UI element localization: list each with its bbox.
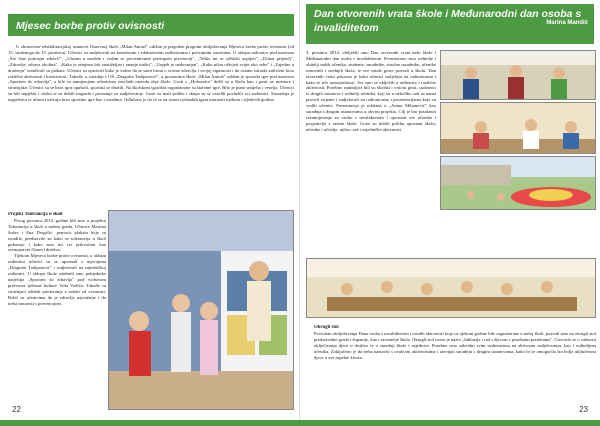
right-page-intro-text: 3. prosinca 2014. obilježili smo Dan otvorenih vrata naše škole i Međunarodni dan osoba s invaliditetom. Prvenstveno smo roditelje i obitelji naših učenika, studente, suradnike, stručne suradnike, učenike osnovnih i srednjih škola, te sve ostale goste pozvali u školu. Dan otvorenih vrata pokazao je kako učenici sudjeluju na radionicama i kako se uče samostalnosti. Svi smo se uključili u radionice i različite aktivnosti. Posebno zanimljivi bili su školski i vrtićni gosti, sudionici iz drugih ustanova i roditelji učenika, koji su u nekoliko sati sa nama proveli vrijeme i sudjelovali na radionicama i prezentacijama koje su vodili učenici. Prezentacija je održana u „Antun Mihanović" kao suradnja s drugim ustanovama u okviru projekta. Cilj je bio potaknuti razumijevanje za osobe s invaliditetom i upoznati sve učenike i posjetitelje s radom škole. Gosti su dobili priliku upoznati školu, učenike i učitelje, njihov rad i zajedničke aktivnosti. [306, 50, 436, 132]
left-page-photo-students-presentation [108, 210, 294, 410]
left-bottom-bar [0, 420, 300, 426]
right-page-round-table-section [314, 325, 596, 410]
students-presentation-illustration [109, 211, 294, 410]
classroom-illustration-2 [441, 103, 596, 154]
right-page-section-head: Okrugli stol [314, 325, 339, 330]
classroom-illustration-1 [441, 51, 596, 100]
left-page-project-section [8, 212, 106, 412]
right-page-author: Marina Mandić [546, 20, 588, 26]
right-page-title-box [306, 4, 594, 44]
right-page-photo-round-table [306, 258, 596, 318]
round-table-illustration [307, 259, 596, 318]
left-page-intro-text: U obrazovno-rehabilitacijskoj ustanovi Osnovnoj školi „Milan Amruš" održan je prigodan program obilježavanja Mjeseca borbe protiv ovisnosti (od 15. studenoga do 15. prosinca). Učenici su sudjelovali na kreativnim i edukativnim radionicama i poticajnim susretima. U sklopu radionice pod nazivom „Što čine poticajni zdravi?", „Ulazim u modele i vodim se preventivnim pristupom prevenciji", „Teško mi se odlučiti uzpljeti", „Dobar prijatelj", „Zdravlje, zdrava okolina", „Kako je otmjeno biti znatiželjan i znanje tražiti", „Uspjeh je nedosanjan", „Kako učim oživjeti svijet oko sebe" i „Zajedno u druženju" izrađivali su plakate. Učenici su opisivali kako je važno da se sami brinu o svome zdravlju i svojoj sigurnosti i da ostanu istinski zaštićeni kroz različite aktivnosti i kreativnost. Takođe, u suradnji s OŠ „Dragutin Tadijanović", u prostorima škole „Milan Amruš" održan je sportski igre pod nazivom „Sportom do zdravlja", a bile su namijenjene učenicima završnih razreda obje škole. Gosti s „Hobotnice" došli su u školu kao i gosti uz mentore i stručnjake. Učenici su se kroz igru opuštali, sportski se družili. Na školskom igralištu organizirane su štafetne igre. Bilo je puno smijeha i veselja. Učenici su bili uspješni i složni te su dobili nagradu i priznanja za sudjelovanje. Gosti su mali prilike i skupa su se veselili poslužili svi sudionici. Susradnja je uspješnica te učenici uživaju kroz sportske igre kao i ostalima. Odlučeno je da će se na osnovi jednakih igara nastaviti tijekom i sljedećih godina. [8, 44, 294, 103]
right-page-photo-classroom-2 [440, 102, 596, 154]
left-page-authors: Jelena Bradić i Marina Mandić [208, 5, 294, 11]
left-page-title: Mjesec borbe protiv ovisnosti [8, 14, 294, 36]
right-page-number: 23 [579, 405, 588, 414]
right-bottom-bar [300, 420, 600, 426]
right-page-section-paragraph: Povodom obilježavanja Dana osoba s invaliditetom i ostalih aktivnosti koje su tijekom godine bile organizirane u našoj školi, pozvali smo na okrugli stol predstavnike grada i županije, kao i ravnatelje škola. Okrugli stol nosio je naziv „Inkluzija i rad s djecom s posebnim potrebama". Govorilo se o važnosti uključivanja djece u društvo te o suradnji škole i zajednice. Posebno smo zahvalni svim sudionicima na aktivnom sudjelovanju, kao i roditeljima učenika. Zaključeno je da treba nastaviti s ovakvim aktivnostima i razvijati suradnju s drugim ustanovama, kako bi se omogućila što bolja uključenost djece u sve aspekte života. [314, 330, 596, 360]
left-page-number: 22 [12, 405, 21, 414]
school-yard-illustration [441, 157, 596, 210]
right-page-photo-classroom-1 [440, 50, 596, 100]
left-page-section-head: Projekt Tolerancija u školi [8, 212, 63, 217]
left-page-section-paragraph-1: Prvog prosinca 2014. godine bili smo u projektu Tolerancija u školi u našem gradu. Učenice Martina Sušec i Ena Dragičić, pomoću plakata koje su izradile, predstavile su kako se tolerancija u školi pokazuje i kako smo mi svi prihvaćeni kao ravnopravni članovi društva. [8, 217, 106, 253]
right-page-photo-school-yard [440, 156, 596, 210]
right-page-title: Dan otvorenih vrata škole i Međunarodni dan osoba s invaliditetom [314, 8, 582, 34]
left-page-section-paragraph-2: Tijekom Mjeseca borbe protiv ovisnosti, u sklopu radionica učenici su se upoznali s utjecajima „Dragutin Tadijanović" i sudjelovali na zajedničkoj radionici. U sklopu škole odabrali smo pobjednike natječaja „Sportom do zdravlja" pod vodstvom profesora tjelesne kulture Vida Vodiča. Takođe su stručnjaci održali predavanje o zaštiti od ovisnosti. Rekli su učenicima da je zdravlje najvažnije i da treba nastaviti s prevencijom. [8, 253, 106, 306]
